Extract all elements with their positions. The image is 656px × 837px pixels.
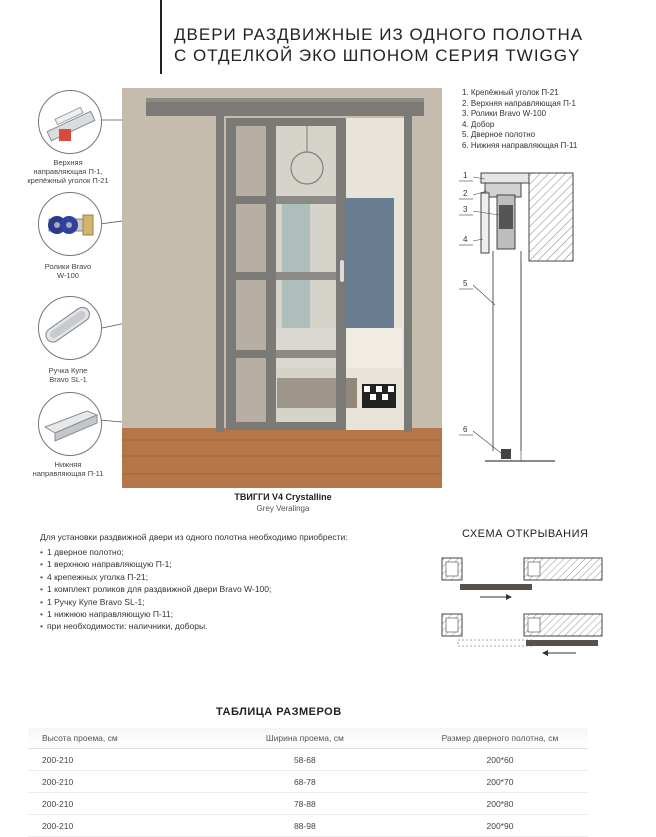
rollers-label <box>18 262 118 280</box>
size-table <box>28 728 588 837</box>
product-finish: Grey Veralinga <box>256 504 310 513</box>
handle-callout <box>38 296 102 360</box>
callout-text: W-100 <box>57 271 79 280</box>
table-cell: 200-210 <box>28 815 198 837</box>
list-item: • при необходимости: наличники, доборы. <box>40 620 271 632</box>
door-illustration <box>122 88 442 488</box>
diagram-number: 6 <box>463 425 468 434</box>
list-item: • 1 нижнюю направляющую П-11; <box>40 608 271 620</box>
table-cell: 200*80 <box>412 793 588 815</box>
table-cell: 200-210 <box>28 793 198 815</box>
diagram-number: 3 <box>463 205 468 214</box>
list-item: • 1 дверное полотно; <box>40 546 271 558</box>
list-item: • 1 Ручку Купе Bravo SL-1; <box>40 596 271 608</box>
list-item: • 1 верхнюю направляющую П-1; <box>40 558 271 570</box>
table-row <box>28 793 588 815</box>
table-row <box>28 771 588 793</box>
section-diagram <box>455 165 585 485</box>
table-header-row <box>28 728 588 749</box>
table-cell: 200-210 <box>28 771 198 793</box>
spec-list <box>462 88 577 151</box>
table-cell: 200*60 <box>412 749 588 771</box>
list-item: 3. Ролики Bravo W-100 <box>462 109 547 118</box>
door-photo <box>122 88 442 488</box>
handle-icon <box>39 297 101 359</box>
list-item: 2. Верхняя направляющая П-1 <box>462 98 576 108</box>
bottom-rail-callout <box>38 392 102 456</box>
table-row <box>28 749 588 771</box>
list-item: • 1 комплект роликов для раздвижной двери Bravo W-100; <box>40 583 271 595</box>
callout-text: крепёжный уголок П-21 <box>27 176 109 185</box>
list-item: • 4 крепежных уголка П-21; <box>40 571 271 583</box>
callout-text: Ролики Bravo <box>44 262 92 271</box>
top-rail-icon <box>39 91 101 153</box>
list-item: 5. Дверное полотно <box>462 130 536 139</box>
list-item: 4. Добор <box>462 119 495 129</box>
opening-scheme-diagram <box>440 548 605 658</box>
callout-text: Нижняя <box>54 460 82 469</box>
table-cell: 58-68 <box>198 749 412 771</box>
requirements-intro: Для установки раздвижной двери из одного полотна необходимо приобрести: <box>40 532 348 542</box>
title-line-1: ДВЕРИ РАЗДВИЖНЫЕ ИЗ ОДНОГО ПОЛОТНА <box>174 25 584 44</box>
title-line-2: С ОТДЕЛКОЙ ЭКО ШПОНОМ СЕРИЯ TWIGGY <box>174 46 581 65</box>
callout-text: Ручка Купе <box>48 366 88 375</box>
bottom-rail-icon <box>39 393 101 455</box>
table-cell: 88-98 <box>198 815 412 837</box>
callout-text: Bravo SL-1 <box>49 375 87 384</box>
table-cell: 200-210 <box>28 749 198 771</box>
diagram-number: 1 <box>463 171 468 180</box>
table-row <box>28 815 588 837</box>
table-cell: 200*90 <box>412 815 588 837</box>
column-header: Высота проема, см <box>28 728 198 749</box>
roller-icon <box>39 193 101 255</box>
requirements-list <box>40 546 271 633</box>
size-table-title: ТАБЛИЦА РАЗМЕРОВ <box>216 706 342 718</box>
table-cell: 200*70 <box>412 771 588 793</box>
product-name: ТВИГГИ V4 Crystalline <box>234 492 332 502</box>
callout-text: Верхняя <box>53 158 83 167</box>
callout-text: направляющая П-11 <box>32 469 104 478</box>
column-header: Ширина проема, см <box>198 728 412 749</box>
table-cell: 78-88 <box>198 793 412 815</box>
top-rail-callout <box>38 90 102 154</box>
diagram-number: 4 <box>463 235 468 244</box>
handle-label <box>18 366 118 384</box>
top-rail-label <box>18 158 118 185</box>
diagram-number: 5 <box>463 279 468 288</box>
list-item: 6. Нижняя направляющая П-11 <box>462 140 578 150</box>
column-header: Размер дверного полотна, см <box>412 728 588 749</box>
diagram-number: 2 <box>463 189 468 198</box>
bottom-rail-label <box>18 460 118 478</box>
callout-text: направляющая П-1, <box>33 167 103 176</box>
table-cell: 68-78 <box>198 771 412 793</box>
rollers-callout <box>38 192 102 256</box>
list-item: 1. Крепёжный уголок П-21 <box>462 88 559 97</box>
scheme-title: СХЕМА ОТКРЫВАНИЯ <box>462 528 589 540</box>
